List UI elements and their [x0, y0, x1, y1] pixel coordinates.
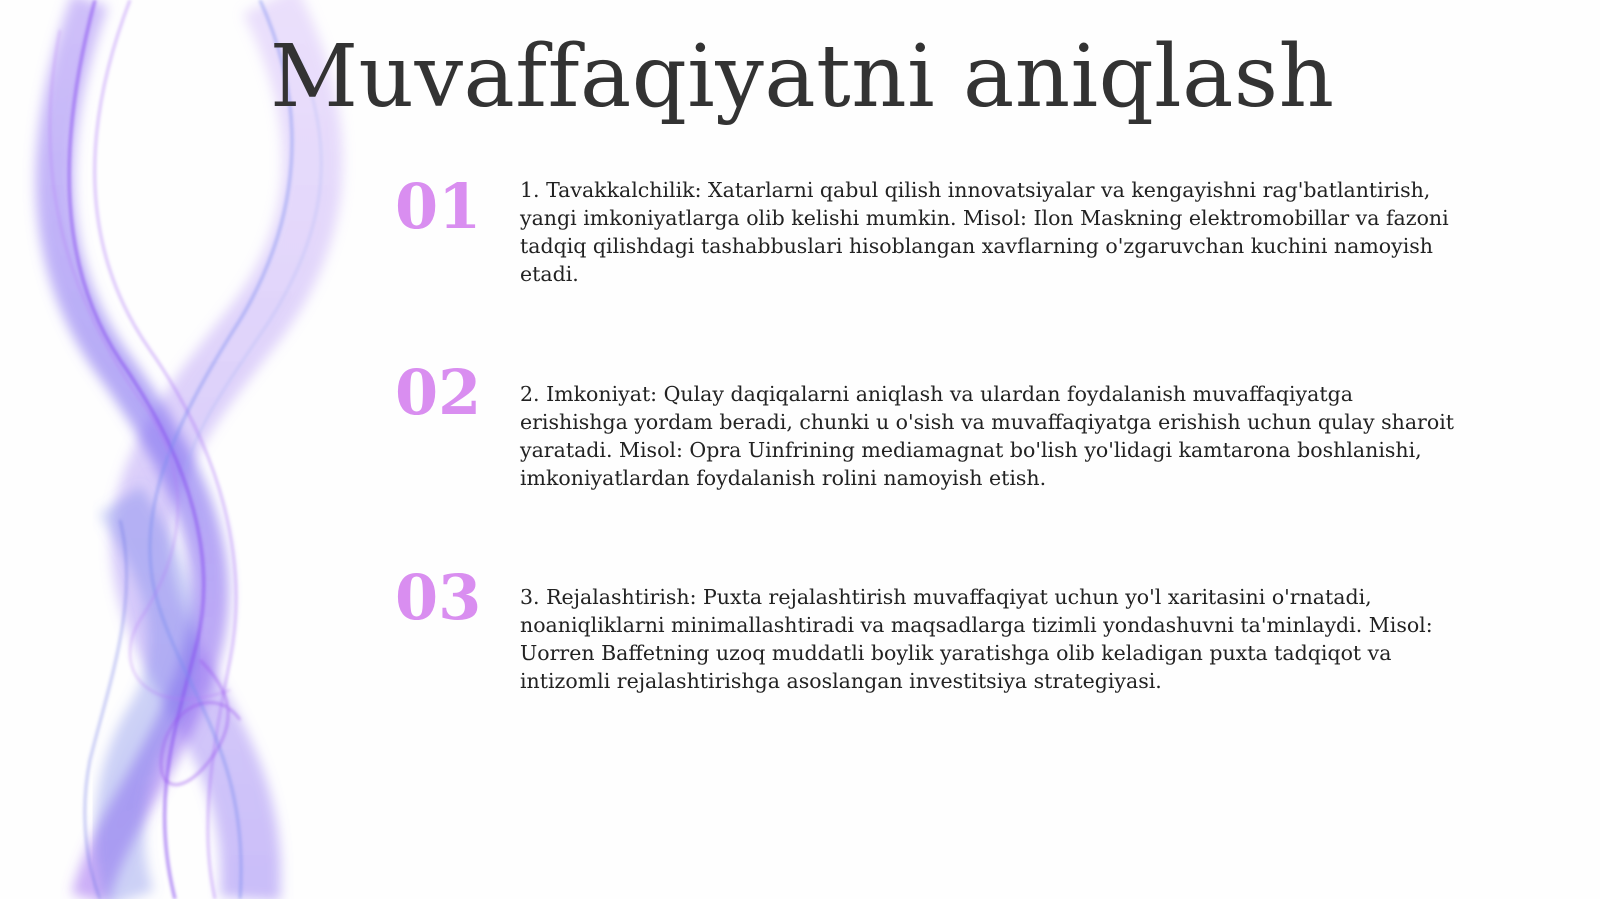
item-number: 01 [395, 170, 482, 243]
item-number: 02 [395, 356, 482, 429]
item-text: 3. Rejalashtirish: Puxta rejalashtirish muvaffaqiyat uchun yo'l xaritasini o'rnatadi, noaniqliklarni minimallashtiradi va maqsadlarga tizimli yondashuvni ta'minlaydi. Misol: Uorren Baffetning uzoq muddatli boylik yaratishga olib keladigan puxta tadqiqot va intizomli rejalashtirishga asoslangan investitsiya strategiyasi. [520, 585, 1433, 693]
item-text: 2. Imkoniyat: Qulay daqiqalarni aniqlash va ulardan foydalanish muvaffaqiyatga erishishga yordam beradi, chunki u o'sish va muvaffaqiyatga erishish uchun qulay sharoit yaratadi. Misol: Opra Uinfrining mediamagnat bo'lish yo'lidagi kamtarona boshlanishi, imkoniyatlardan foydalanish rolini namoyish etish. [520, 382, 1454, 490]
item-text: 1. Tavakkalchilik: Xatarlarni qabul qilish innovatsiyalar va kengayishni rag'batlantirish, yangi imkoniyatlarga olib kelishi mumkin. Misol: Ilon Maskning elektromobillar va fazoni tadqiq qilishdagi tashabbuslari hisoblangan xavflarning o'zgaruvchan kuchini namoyish etadi. [520, 178, 1449, 286]
slide-title: Muvaffaqiyatni aniqlash [270, 27, 1335, 127]
smoke-swirl-decoration [0, 0, 380, 899]
item-number: 03 [395, 561, 482, 634]
